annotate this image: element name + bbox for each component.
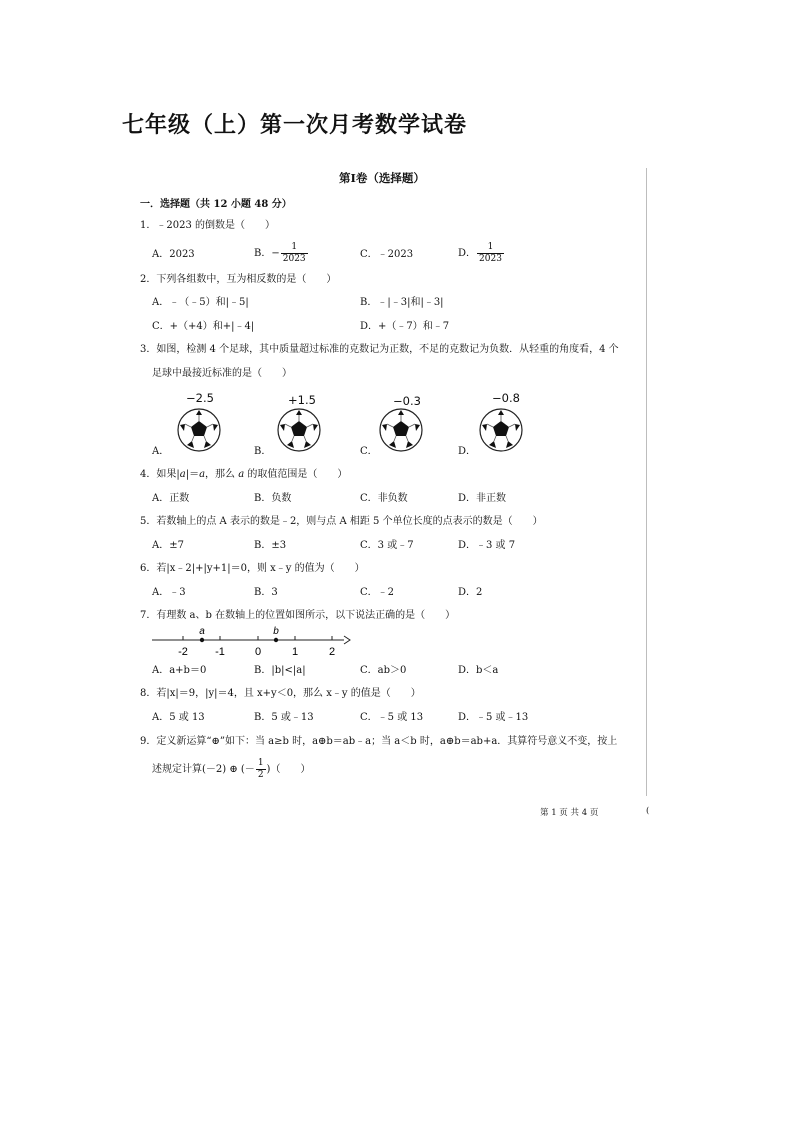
q8-option-a: A．5 或 13 (152, 712, 205, 723)
q3-option-c: C． (360, 446, 378, 457)
page-footer-mark: ( (646, 806, 650, 816)
q1-option-a: A．2023 (152, 249, 195, 260)
question-8: 8．若|x|＝9，|y|＝4，且 x+y＜0，那么 x﹣y 的值是（ ） (140, 688, 421, 699)
q3-option-a: A． (152, 446, 170, 457)
q2-option-a: A．﹣（﹣5）和|﹣5| (152, 297, 249, 308)
q6-option-d: D．2 (458, 587, 483, 598)
question-4: 4．如果|a|＝a，那么 a 的取值范围是（ ） (140, 469, 348, 480)
question-1: 1．﹣2023 的倒数是（ ） (140, 220, 275, 231)
q1-option-b: B．− $\frac{1}{2023}$ (254, 242, 306, 264)
page-title: 七年级（上）第一次月考数学试卷 (122, 113, 468, 138)
tick-label: -2 (178, 646, 188, 658)
tick-label: 0 (254, 646, 262, 658)
q2-option-c: C．+（+4）和+|﹣4| (152, 321, 255, 332)
exam-sheet (118, 165, 646, 795)
q6-option-a: A．﹣3 (152, 587, 186, 598)
q1-fraction-d: $\frac{1}{2023}$ (479, 242, 502, 264)
page-border (646, 168, 647, 796)
q4-option-a: A．正数 (152, 493, 190, 504)
q7-option-c: C．ab＞0 (360, 665, 407, 676)
q7-option-d: D．b＜a (458, 665, 499, 676)
part-title: 一．选择题（共 12 小题 48 分） (140, 199, 292, 210)
question-7: 7．有理数 a、b 在数轴上的位置如图所示，以下说法正确的是（ ） (140, 610, 456, 621)
soccer-ball-icon (276, 407, 322, 453)
point-b-label: b (273, 626, 279, 637)
q7-option-a: A．a+b＝0 (152, 665, 207, 676)
q5-option-a: A．±7 (152, 540, 184, 551)
q8-option-d: D．﹣5 或﹣13 (458, 712, 529, 723)
q2-option-d: D．+（﹣7）和﹣7 (360, 321, 450, 332)
question-3-line-1: 3．如图，检测 4 个足球，其中质量超过标准的克数记为正数，不足的克数记为负数．从轻重的角度看，4 个 (140, 344, 619, 355)
q5-option-c: C．3 或﹣7 (360, 540, 414, 551)
question-9-line-1: 9．定义新运算“⊕”如下：当 a≥b 时，a⊕b＝ab﹣a；当 a＜b 时，a⊕b＝ab+a．其算符号意义不变，按上 (140, 736, 618, 747)
q4-option-c: C．非负数 (360, 493, 408, 504)
q4-option-b: B．负数 (254, 493, 292, 504)
q3-option-b: B． (254, 446, 272, 457)
soccer-ball-icon (478, 407, 524, 453)
q5-option-b: B．±3 (254, 540, 287, 551)
ball-3-label: −0.3 (393, 394, 421, 408)
number-line-arrow (344, 636, 350, 644)
point-b (274, 638, 278, 642)
ball-2-label: +1.5 (288, 393, 316, 407)
q1-fraction-b: $\frac{1}{2023}$ (282, 242, 306, 264)
ball-4-label: −0.8 (492, 391, 520, 405)
soccer-ball-icon (176, 407, 222, 453)
q4-option-d: D．非正数 (458, 493, 507, 504)
question-6: 6．若|x﹣2|+|y+1|＝0，则 x﹣y 的值为（ ） (140, 563, 365, 574)
soccer-ball-icon (378, 407, 424, 453)
question-9-line-2: 述规定计算(－2) ⊕ (－ $\frac{1}{2}$ )（ ） (152, 758, 311, 780)
question-3-line-2: 足球中最接近标准的是（ ） (152, 368, 292, 379)
number-line (148, 624, 352, 658)
q1-option-c: C．﹣2023 (360, 249, 414, 260)
q8-option-c: C．﹣5 或 13 (360, 712, 424, 723)
question-2: 2．下列各组数中，互为相反数的是（ ） (140, 274, 337, 285)
q9-fraction: $\frac{1}{2}$ (257, 758, 264, 780)
point-a-label: a (199, 626, 205, 637)
q1-option-d: D． $\frac{1}{2023}$ (458, 242, 502, 264)
q7-option-b: B．|b|<|a| (254, 665, 306, 676)
tick-label: 2 (328, 646, 336, 658)
q8-option-b: B．5 或﹣13 (254, 712, 314, 723)
q2-option-b: B．﹣|﹣3|和|﹣3| (360, 297, 444, 308)
q5-option-d: D．﹣3 或 7 (458, 540, 516, 551)
section-title: 第Ⅰ卷（选择题） (339, 171, 425, 185)
tick-label: -1 (215, 646, 225, 658)
question-5: 5．若数轴上的点 A 表示的数是﹣2，则与点 A 相距 5 个单位长度的点表示的数是（ ） (140, 516, 543, 527)
q6-option-b: B．3 (254, 587, 278, 598)
ball-1-label: −2.5 (186, 391, 214, 405)
q3-option-d: D． (458, 446, 477, 457)
q6-option-c: C．﹣2 (360, 587, 395, 598)
point-a (200, 638, 204, 642)
page-footer: 第 1 页 共 4 页 (540, 808, 599, 818)
tick-label: 1 (291, 646, 299, 658)
